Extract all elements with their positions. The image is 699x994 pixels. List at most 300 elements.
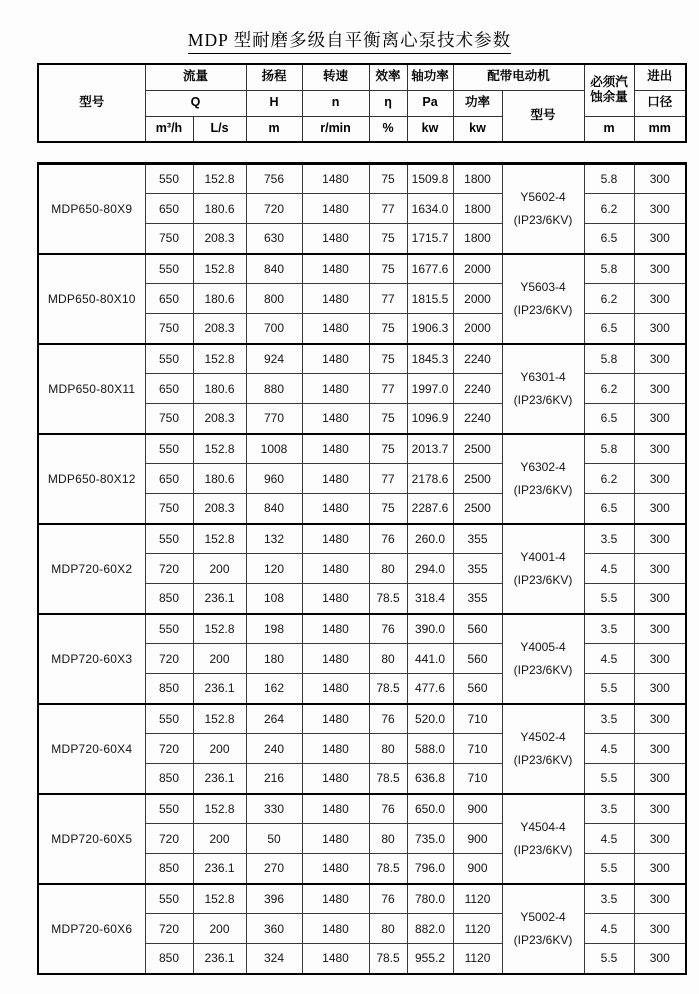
data-cell-port_mm: 300 (634, 404, 686, 434)
data-cell-flow_m3h: 720 (145, 734, 193, 764)
motor-model-text: Y4005-4 (520, 639, 566, 654)
data-cell-shaft_power_kw: 1509.8 (407, 164, 453, 194)
pump-model-cell: MDP650-80X12 (38, 434, 145, 524)
data-cell-efficiency_pct: 76 (369, 614, 407, 644)
col-header-efficiency: 效率 (369, 64, 407, 90)
data-cell-motor_power_kw: 355 (453, 584, 502, 614)
data-cell-flow_ls: 200 (193, 554, 246, 584)
data-cell-motor_power_kw: 1800 (453, 194, 502, 224)
data-cell-port_mm: 300 (634, 704, 686, 734)
data-cell-npsh_m: 4.5 (584, 824, 634, 854)
data-cell-port_mm: 300 (634, 494, 686, 524)
data-cell-flow_m3h: 750 (145, 224, 193, 254)
symbol-flow: Q (145, 90, 246, 116)
table-row (38, 524, 686, 554)
data-cell-head_m: 216 (246, 764, 302, 794)
data-cell-npsh_m: 6.5 (584, 224, 634, 254)
data-cell-head_m: 50 (246, 824, 302, 854)
data-cell-speed_rmin: 1480 (302, 734, 369, 764)
unit-head: m (246, 116, 302, 142)
data-cell-motor_power_kw: 2000 (453, 314, 502, 344)
data-cell-flow_m3h: 720 (145, 554, 193, 584)
data-cell-shaft_power_kw: 1096.9 (407, 404, 453, 434)
data-cell-flow_ls: 180.6 (193, 284, 246, 314)
motor-model-text: Y4502-4 (520, 729, 566, 744)
data-cell-motor_power_kw: 560 (453, 644, 502, 674)
data-cell-motor_power_kw: 900 (453, 824, 502, 854)
data-cell-shaft_power_kw: 588.0 (407, 734, 453, 764)
data-cell-head_m: 198 (246, 614, 302, 644)
data-cell-flow_ls: 180.6 (193, 194, 246, 224)
data-cell-flow_m3h: 850 (145, 674, 193, 704)
table-row (38, 164, 686, 194)
data-cell-flow_ls: 208.3 (193, 224, 246, 254)
data-cell-head_m: 720 (246, 194, 302, 224)
data-table-body (38, 164, 686, 974)
data-cell-speed_rmin: 1480 (302, 194, 369, 224)
table-row (38, 614, 686, 644)
data-cell-flow_ls: 152.8 (193, 524, 246, 554)
data-cell-shaft_power_kw: 735.0 (407, 824, 453, 854)
data-cell-port_mm: 300 (634, 794, 686, 824)
col-header-head: 扬程 (246, 64, 302, 90)
data-cell-motor_power_kw: 710 (453, 704, 502, 734)
data-cell-port_mm: 300 (634, 344, 686, 374)
col-header-model: 型号 (38, 64, 145, 142)
data-cell-head_m: 1008 (246, 434, 302, 464)
data-cell-head_m: 880 (246, 374, 302, 404)
motor-spec-text: (IP23/6KV) (513, 302, 573, 317)
data-cell-speed_rmin: 1480 (302, 164, 369, 194)
data-cell-flow_m3h: 550 (145, 344, 193, 374)
symbol-shaft-power: Pa (407, 90, 453, 116)
symbol-efficiency: η (369, 90, 407, 116)
page-title: MDP 型耐磨多级自平衡离心泵技术参数 (188, 27, 511, 54)
motor-spec-text: (IP23/6KV) (513, 482, 573, 497)
data-cell-npsh_m: 4.5 (584, 914, 634, 944)
data-cell-speed_rmin: 1480 (302, 674, 369, 704)
data-cell-efficiency_pct: 80 (369, 824, 407, 854)
motor-spec-text: (IP23/6KV) (513, 392, 573, 407)
data-cell-port_mm: 300 (634, 164, 686, 194)
table-row (38, 704, 686, 734)
data-cell-head_m: 960 (246, 464, 302, 494)
data-cell-flow_m3h: 850 (145, 764, 193, 794)
data-cell-shaft_power_kw: 294.0 (407, 554, 453, 584)
col-header-port-line1: 进出 (634, 64, 686, 90)
data-cell-flow_m3h: 550 (145, 614, 193, 644)
data-cell-head_m: 840 (246, 494, 302, 524)
motor-model-cell (502, 704, 584, 794)
data-cell-efficiency_pct: 78.5 (369, 764, 407, 794)
unit-efficiency: % (369, 116, 407, 142)
motor-model-cell (502, 614, 584, 704)
data-cell-flow_m3h: 720 (145, 914, 193, 944)
data-cell-shaft_power_kw: 955.2 (407, 944, 453, 974)
data-cell-efficiency_pct: 76 (369, 524, 407, 554)
data-cell-port_mm: 300 (634, 314, 686, 344)
data-cell-npsh_m: 5.5 (584, 584, 634, 614)
data-cell-efficiency_pct: 80 (369, 734, 407, 764)
table-row (38, 884, 686, 914)
data-cell-flow_ls: 236.1 (193, 674, 246, 704)
col-header-motor-group: 配带电动机 (453, 64, 584, 90)
motor-model-cell (502, 164, 584, 254)
data-cell-flow_m3h: 650 (145, 374, 193, 404)
data-cell-flow_ls: 180.6 (193, 464, 246, 494)
pump-model-cell: MDP650-80X11 (38, 344, 145, 434)
motor-model-cell (502, 344, 584, 434)
data-cell-speed_rmin: 1480 (302, 494, 369, 524)
data-cell-shaft_power_kw: 1715.7 (407, 224, 453, 254)
motor-model-text: Y4504-4 (520, 819, 566, 834)
data-cell-port_mm: 300 (634, 944, 686, 974)
data-cell-npsh_m: 6.5 (584, 494, 634, 524)
data-cell-head_m: 630 (246, 224, 302, 254)
motor-spec-text: (IP23/6KV) (513, 752, 573, 767)
data-cell-flow_m3h: 650 (145, 194, 193, 224)
data-cell-head_m: 132 (246, 524, 302, 554)
data-cell-shaft_power_kw: 796.0 (407, 854, 453, 884)
data-cell-npsh_m: 3.5 (584, 794, 634, 824)
data-cell-speed_rmin: 1480 (302, 914, 369, 944)
data-cell-shaft_power_kw: 2178.6 (407, 464, 453, 494)
data-cell-flow_m3h: 550 (145, 704, 193, 734)
data-cell-flow_m3h: 850 (145, 944, 193, 974)
data-cell-port_mm: 300 (634, 554, 686, 584)
data-cell-speed_rmin: 1480 (302, 434, 369, 464)
col-header-shaft-power: 轴功率 (407, 64, 453, 90)
pump-model-cell: MDP720-60X5 (38, 794, 145, 884)
data-cell-efficiency_pct: 76 (369, 704, 407, 734)
data-cell-flow_ls: 152.8 (193, 794, 246, 824)
data-cell-efficiency_pct: 75 (369, 344, 407, 374)
unit-motor-power: kw (453, 116, 502, 142)
data-cell-npsh_m: 5.5 (584, 764, 634, 794)
pump-model-cell: MDP720-60X4 (38, 704, 145, 794)
data-cell-speed_rmin: 1480 (302, 344, 369, 374)
data-cell-head_m: 700 (246, 314, 302, 344)
data-cell-port_mm: 300 (634, 734, 686, 764)
data-cell-shaft_power_kw: 477.6 (407, 674, 453, 704)
data-cell-flow_m3h: 550 (145, 164, 193, 194)
data-cell-flow_ls: 152.8 (193, 704, 246, 734)
data-cell-shaft_power_kw: 1815.5 (407, 284, 453, 314)
data-cell-efficiency_pct: 75 (369, 254, 407, 284)
data-cell-speed_rmin: 1480 (302, 464, 369, 494)
data-cell-port_mm: 300 (634, 644, 686, 674)
data-cell-motor_power_kw: 355 (453, 554, 502, 584)
data-cell-shaft_power_kw: 2013.7 (407, 434, 453, 464)
data-cell-efficiency_pct: 75 (369, 404, 407, 434)
motor-model-cell (502, 524, 584, 614)
table-row (38, 794, 686, 824)
data-cell-port_mm: 300 (634, 194, 686, 224)
data-cell-npsh_m: 6.5 (584, 404, 634, 434)
data-cell-speed_rmin: 1480 (302, 764, 369, 794)
data-cell-flow_ls: 236.1 (193, 854, 246, 884)
data-cell-head_m: 924 (246, 344, 302, 374)
data-cell-flow_ls: 208.3 (193, 404, 246, 434)
data-cell-flow_ls: 152.8 (193, 614, 246, 644)
data-cell-flow_m3h: 720 (145, 644, 193, 674)
data-cell-npsh_m: 5.5 (584, 674, 634, 704)
data-cell-efficiency_pct: 80 (369, 914, 407, 944)
data-cell-flow_ls: 236.1 (193, 764, 246, 794)
unit-flow-ls: L/s (193, 116, 246, 142)
data-cell-speed_rmin: 1480 (302, 824, 369, 854)
data-cell-efficiency_pct: 77 (369, 284, 407, 314)
data-cell-flow_ls: 208.3 (193, 314, 246, 344)
data-cell-shaft_power_kw: 650.0 (407, 794, 453, 824)
data-cell-speed_rmin: 1480 (302, 254, 369, 284)
data-cell-port_mm: 300 (634, 884, 686, 914)
data-cell-motor_power_kw: 560 (453, 674, 502, 704)
data-cell-speed_rmin: 1480 (302, 704, 369, 734)
data-cell-head_m: 108 (246, 584, 302, 614)
data-cell-efficiency_pct: 75 (369, 164, 407, 194)
header-row-1 (38, 64, 686, 90)
data-cell-npsh_m: 4.5 (584, 734, 634, 764)
data-cell-head_m: 264 (246, 704, 302, 734)
motor-spec-text: (IP23/6KV) (513, 572, 573, 587)
data-cell-shaft_power_kw: 1677.6 (407, 254, 453, 284)
data-cell-port_mm: 300 (634, 824, 686, 854)
pump-model-cell: MDP720-60X3 (38, 614, 145, 704)
data-cell-head_m: 770 (246, 404, 302, 434)
data-cell-npsh_m: 5.8 (584, 164, 634, 194)
unit-shaft-power: kw (407, 116, 453, 142)
data-cell-npsh_m: 5.5 (584, 854, 634, 884)
data-cell-efficiency_pct: 75 (369, 434, 407, 464)
data-cell-npsh_m: 6.5 (584, 314, 634, 344)
data-cell-shaft_power_kw: 520.0 (407, 704, 453, 734)
table-row (38, 344, 686, 374)
data-cell-head_m: 162 (246, 674, 302, 704)
data-cell-efficiency_pct: 78.5 (369, 944, 407, 974)
data-cell-shaft_power_kw: 1997.0 (407, 374, 453, 404)
data-cell-flow_m3h: 650 (145, 464, 193, 494)
data-cell-speed_rmin: 1480 (302, 644, 369, 674)
data-cell-flow_ls: 152.8 (193, 254, 246, 284)
data-cell-flow_ls: 152.8 (193, 434, 246, 464)
data-cell-flow_m3h: 850 (145, 584, 193, 614)
col-header-flow: 流量 (145, 64, 246, 90)
unit-port: mm (634, 116, 686, 142)
motor-spec-text: (IP23/6KV) (513, 842, 573, 857)
data-cell-motor_power_kw: 710 (453, 764, 502, 794)
data-cell-flow_m3h: 550 (145, 884, 193, 914)
unit-flow-m3h: m³/h (145, 116, 193, 142)
data-cell-shaft_power_kw: 780.0 (407, 884, 453, 914)
data-cell-port_mm: 300 (634, 914, 686, 944)
motor-model-cell (502, 884, 584, 974)
col-header-speed: 转速 (302, 64, 369, 90)
data-cell-shaft_power_kw: 1845.3 (407, 344, 453, 374)
data-cell-speed_rmin: 1480 (302, 554, 369, 584)
data-cell-motor_power_kw: 1800 (453, 224, 502, 254)
data-cell-motor_power_kw: 2500 (453, 464, 502, 494)
data-cell-flow_m3h: 550 (145, 524, 193, 554)
data-cell-port_mm: 300 (634, 464, 686, 494)
data-cell-shaft_power_kw: 441.0 (407, 644, 453, 674)
data-cell-speed_rmin: 1480 (302, 944, 369, 974)
symbol-head: H (246, 90, 302, 116)
data-cell-efficiency_pct: 78.5 (369, 854, 407, 884)
data-cell-npsh_m: 6.2 (584, 194, 634, 224)
data-cell-motor_power_kw: 2000 (453, 284, 502, 314)
motor-model-cell (502, 254, 584, 344)
data-cell-port_mm: 300 (634, 764, 686, 794)
data-cell-head_m: 120 (246, 554, 302, 584)
data-cell-efficiency_pct: 77 (369, 464, 407, 494)
data-cell-efficiency_pct: 75 (369, 224, 407, 254)
data-cell-port_mm: 300 (634, 854, 686, 884)
data-table (37, 162, 687, 975)
header-table (37, 63, 687, 143)
data-cell-head_m: 800 (246, 284, 302, 314)
motor-model-cell (502, 794, 584, 884)
data-cell-flow_ls: 200 (193, 734, 246, 764)
symbol-speed: n (302, 90, 369, 116)
data-cell-efficiency_pct: 77 (369, 194, 407, 224)
pump-model-cell: MDP720-60X2 (38, 524, 145, 614)
data-cell-npsh_m: 5.8 (584, 254, 634, 284)
data-cell-speed_rmin: 1480 (302, 224, 369, 254)
data-cell-speed_rmin: 1480 (302, 374, 369, 404)
data-cell-motor_power_kw: 710 (453, 734, 502, 764)
data-cell-efficiency_pct: 75 (369, 494, 407, 524)
data-cell-efficiency_pct: 77 (369, 374, 407, 404)
data-cell-flow_m3h: 550 (145, 434, 193, 464)
data-cell-speed_rmin: 1480 (302, 794, 369, 824)
data-cell-efficiency_pct: 75 (369, 314, 407, 344)
pump-model-cell: MDP650-80X10 (38, 254, 145, 344)
data-cell-efficiency_pct: 78.5 (369, 584, 407, 614)
data-cell-flow_m3h: 720 (145, 824, 193, 854)
data-cell-npsh_m: 5.8 (584, 434, 634, 464)
data-cell-npsh_m: 6.2 (584, 284, 634, 314)
unit-speed: r/min (302, 116, 369, 142)
data-cell-shaft_power_kw: 882.0 (407, 914, 453, 944)
motor-spec-text: (IP23/6KV) (513, 662, 573, 677)
data-cell-speed_rmin: 1480 (302, 584, 369, 614)
data-cell-speed_rmin: 1480 (302, 884, 369, 914)
data-cell-flow_m3h: 750 (145, 314, 193, 344)
data-cell-npsh_m: 3.5 (584, 704, 634, 734)
col-header-npsh: 必须汽蚀余量 (584, 64, 634, 116)
motor-model-text: Y5603-4 (520, 279, 566, 294)
motor-model-text: Y5602-4 (520, 189, 566, 204)
data-cell-flow_ls: 180.6 (193, 374, 246, 404)
data-cell-motor_power_kw: 900 (453, 854, 502, 884)
title-row (0, 27, 699, 54)
data-cell-port_mm: 300 (634, 374, 686, 404)
pump-model-cell: MDP720-60X6 (38, 884, 145, 974)
data-cell-motor_power_kw: 2240 (453, 374, 502, 404)
data-cell-speed_rmin: 1480 (302, 404, 369, 434)
data-cell-shaft_power_kw: 2287.6 (407, 494, 453, 524)
data-cell-motor_power_kw: 2240 (453, 404, 502, 434)
data-cell-flow_ls: 208.3 (193, 494, 246, 524)
data-cell-motor_power_kw: 900 (453, 794, 502, 824)
data-cell-motor_power_kw: 2000 (453, 254, 502, 284)
data-cell-head_m: 180 (246, 644, 302, 674)
data-cell-npsh_m: 3.5 (584, 884, 634, 914)
data-cell-motor_power_kw: 2500 (453, 494, 502, 524)
data-cell-flow_ls: 200 (193, 914, 246, 944)
table-row (38, 434, 686, 464)
data-cell-efficiency_pct: 78.5 (369, 674, 407, 704)
data-cell-head_m: 396 (246, 884, 302, 914)
data-cell-speed_rmin: 1480 (302, 314, 369, 344)
motor-model-text: Y6302-4 (520, 459, 566, 474)
motor-model-text: Y6301-4 (520, 369, 566, 384)
col-header-port-line2: 口径 (634, 90, 686, 116)
data-cell-port_mm: 300 (634, 224, 686, 254)
data-cell-speed_rmin: 1480 (302, 284, 369, 314)
data-cell-npsh_m: 4.5 (584, 554, 634, 584)
data-cell-shaft_power_kw: 1634.0 (407, 194, 453, 224)
data-cell-efficiency_pct: 76 (369, 884, 407, 914)
data-cell-npsh_m: 6.2 (584, 464, 634, 494)
data-cell-flow_ls: 236.1 (193, 584, 246, 614)
data-cell-port_mm: 300 (634, 524, 686, 554)
data-cell-head_m: 840 (246, 254, 302, 284)
data-cell-motor_power_kw: 2500 (453, 434, 502, 464)
unit-npsh: m (584, 116, 634, 142)
data-cell-npsh_m: 5.5 (584, 944, 634, 974)
data-cell-flow_ls: 200 (193, 824, 246, 854)
data-cell-motor_power_kw: 1120 (453, 884, 502, 914)
data-cell-port_mm: 300 (634, 614, 686, 644)
data-cell-port_mm: 300 (634, 284, 686, 314)
data-cell-flow_ls: 152.8 (193, 344, 246, 374)
data-cell-flow_m3h: 750 (145, 404, 193, 434)
data-cell-motor_power_kw: 1800 (453, 164, 502, 194)
motor-model-text: Y5002-4 (520, 909, 566, 924)
data-cell-port_mm: 300 (634, 674, 686, 704)
data-cell-npsh_m: 3.5 (584, 524, 634, 554)
data-cell-efficiency_pct: 76 (369, 794, 407, 824)
data-cell-head_m: 270 (246, 854, 302, 884)
data-cell-port_mm: 300 (634, 254, 686, 284)
data-cell-efficiency_pct: 80 (369, 554, 407, 584)
col-header-motor-power: 功率 (453, 90, 502, 116)
data-cell-npsh_m: 3.5 (584, 614, 634, 644)
data-cell-head_m: 240 (246, 734, 302, 764)
data-cell-speed_rmin: 1480 (302, 854, 369, 884)
data-cell-efficiency_pct: 80 (369, 644, 407, 674)
data-cell-npsh_m: 5.8 (584, 344, 634, 374)
data-cell-shaft_power_kw: 390.0 (407, 614, 453, 644)
data-cell-head_m: 324 (246, 944, 302, 974)
data-cell-motor_power_kw: 1120 (453, 944, 502, 974)
data-cell-head_m: 330 (246, 794, 302, 824)
data-cell-shaft_power_kw: 318.4 (407, 584, 453, 614)
data-cell-motor_power_kw: 355 (453, 524, 502, 554)
data-cell-shaft_power_kw: 1906.3 (407, 314, 453, 344)
motor-spec-text: (IP23/6KV) (513, 932, 573, 947)
motor-spec-text: (IP23/6KV) (513, 212, 573, 227)
data-cell-speed_rmin: 1480 (302, 614, 369, 644)
data-cell-flow_m3h: 650 (145, 284, 193, 314)
data-cell-flow_m3h: 750 (145, 494, 193, 524)
data-cell-motor_power_kw: 560 (453, 614, 502, 644)
data-cell-head_m: 756 (246, 164, 302, 194)
data-cell-flow_ls: 152.8 (193, 884, 246, 914)
table-row (38, 254, 686, 284)
